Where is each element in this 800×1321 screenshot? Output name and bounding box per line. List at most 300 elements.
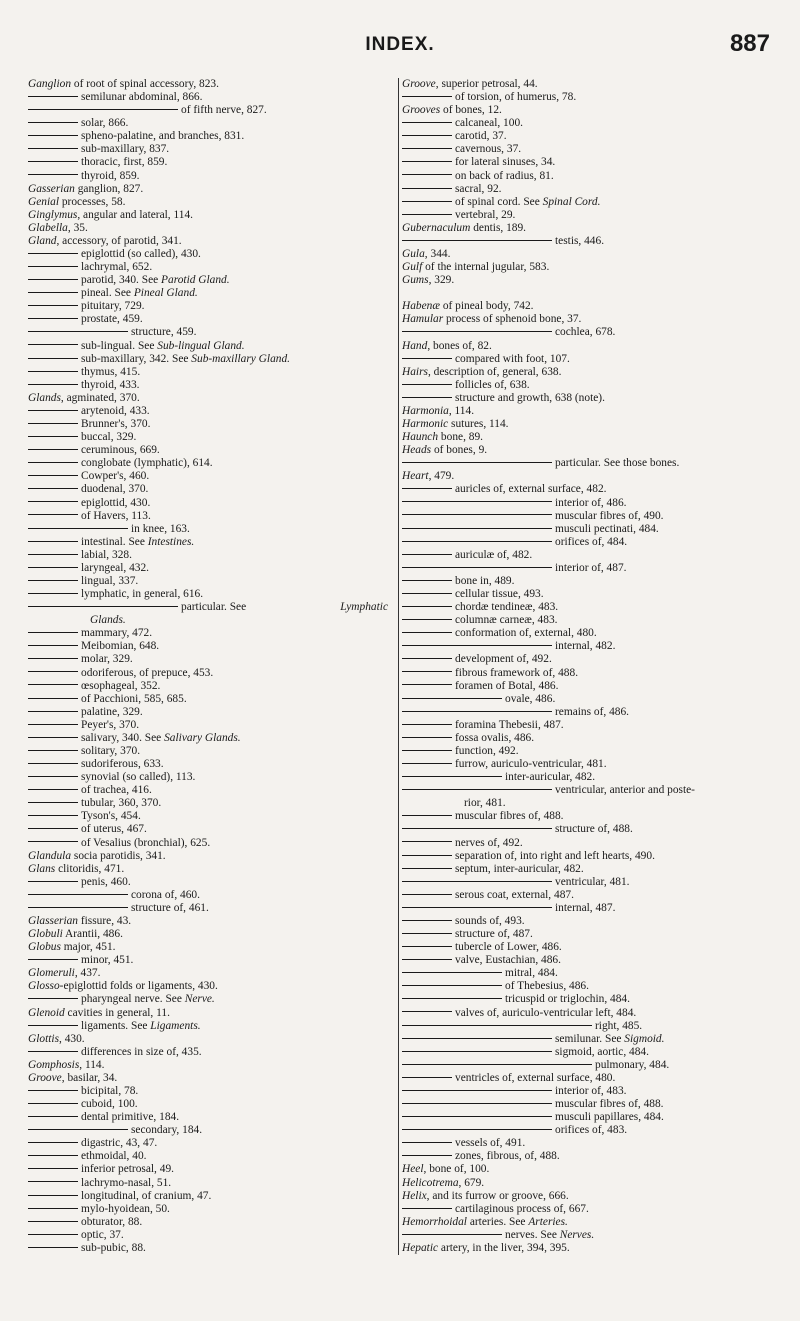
entry-text: mammary, 472.: [81, 627, 153, 640]
ditto-rule: [402, 201, 452, 202]
index-entry: [28, 993, 388, 1006]
index-entry: [28, 248, 388, 261]
entry-text: palatine, 329.: [81, 705, 143, 718]
ditto-rule: [402, 240, 552, 241]
entry-text: , 430.: [59, 1032, 85, 1045]
ditto-rule: [28, 449, 78, 450]
ditto-rule: [402, 645, 552, 646]
cross-reference: Salivary Glands.: [164, 731, 241, 744]
entry-headword: Gland: [28, 234, 57, 247]
entry-text: intestinal. See: [81, 535, 148, 548]
index-entry: [402, 823, 776, 836]
entry-text: process of sphenoid bone, 37.: [443, 313, 582, 326]
entry-text: longitudinal, of cranium, 47.: [81, 1189, 212, 1202]
index-entry: [28, 745, 388, 758]
entry-headword: Glomeruli: [28, 967, 75, 980]
index-entry: [402, 784, 776, 797]
ditto-rule: [28, 475, 78, 476]
index-entry: [402, 653, 776, 666]
ditto-rule: [28, 135, 78, 136]
entry-text: of fifth nerve, 827.: [181, 104, 267, 117]
ditto-rule: [28, 711, 78, 712]
ditto-rule: [28, 998, 78, 999]
entry-text: solar, 866.: [81, 117, 129, 130]
entry-text: furrow, auriculo-ventricular, 481.: [455, 758, 607, 771]
index-entry: [28, 902, 388, 915]
index-entry: [402, 667, 776, 680]
ditto-rule: [28, 593, 78, 594]
entry-headword: Glabella: [28, 221, 68, 234]
ditto-rule: [402, 776, 502, 777]
entry-text: cochlea, 678.: [555, 326, 616, 339]
ditto-rule: [402, 501, 552, 502]
entry-text: , agminated, 370.: [60, 391, 140, 404]
index-entry: [28, 706, 388, 719]
entry-text: optic, 37.: [81, 1228, 124, 1241]
entry-text: muscular fibres of, 490.: [555, 509, 664, 522]
index-entry: [402, 575, 776, 588]
index-entry: [402, 183, 776, 196]
entry-text: labial, 328.: [81, 548, 132, 561]
ditto-rule: [402, 946, 452, 947]
entry-text: sutures, 114.: [448, 418, 509, 431]
entry-text: ethmoidal, 40.: [81, 1150, 147, 1163]
entry-text: right, 485.: [595, 1019, 643, 1032]
ditto-rule: [28, 841, 78, 842]
entry-headword: Gulf: [402, 261, 423, 274]
ditto-rule: [28, 122, 78, 123]
entry-text: of bones, 9.: [431, 444, 488, 457]
cross-reference: Glands.: [90, 614, 126, 627]
index-entry: [402, 104, 776, 117]
ditto-rule: [402, 554, 452, 555]
ditto-rule: [28, 632, 78, 633]
entry-text: pineal. See: [81, 287, 134, 300]
index-entry: [402, 549, 776, 562]
ditto-rule: [28, 684, 78, 685]
cross-reference: Sub-maxillary Gland.: [191, 352, 291, 365]
index-entry: [402, 928, 776, 941]
ditto-rule: [402, 1051, 552, 1052]
index-entry: [402, 379, 776, 392]
cross-reference: Arteries.: [528, 1215, 568, 1228]
entry-text: structure of, 488.: [555, 823, 633, 836]
index-entry: [402, 1203, 776, 1216]
ditto-rule: [402, 815, 452, 816]
entry-text: sub-maxillary, 342. See: [81, 352, 192, 365]
entry-text: epiglottid, 430.: [81, 496, 151, 509]
entry-text: solitary, 370.: [81, 744, 141, 757]
entry-text: of root of spinal accessory, 823.: [71, 78, 219, 90]
index-entry: [402, 941, 776, 954]
entry-text: of torsion, of humerus, 78.: [455, 91, 577, 104]
ditto-rule: [402, 96, 452, 97]
ditto-rule: [28, 371, 78, 372]
index-entry: [402, 261, 776, 274]
entry-text: processes, 58.: [59, 195, 126, 208]
index-entry: [28, 837, 388, 850]
entry-text: pulmonary, 484.: [595, 1058, 670, 1071]
entry-text: epiglottid (so called), 430.: [81, 248, 201, 261]
ditto-rule: [402, 737, 452, 738]
ditto-rule: [402, 763, 452, 764]
entry-headword: Helicotrema: [402, 1176, 459, 1189]
index-entry: [28, 928, 388, 941]
entry-text: fissure, 43.: [78, 915, 132, 927]
ditto-rule: [402, 358, 452, 359]
index-entry: [28, 1229, 388, 1242]
ditto-rule: [28, 305, 78, 306]
entry-text: thoracic, first, 859.: [81, 156, 168, 169]
entry-text: fossa ovalis, 486.: [455, 731, 535, 744]
ditto-rule: [402, 135, 452, 136]
entry-text: , 329.: [428, 274, 455, 287]
index-entry: [28, 209, 388, 222]
entry-text: structure of, 461.: [131, 901, 209, 914]
entry-text: of Vesalius (bronchial), 625.: [81, 836, 211, 849]
ditto-rule: [28, 698, 78, 699]
index-entry: [402, 601, 776, 614]
entry-text: , 437.: [74, 967, 101, 980]
index-entry: [402, 170, 776, 183]
entry-text: of pineal body, 742.: [439, 300, 534, 313]
entry-text: conglobate (lymphatic), 614.: [81, 457, 213, 470]
ditto-rule: [402, 174, 452, 175]
ditto-rule: [28, 541, 78, 542]
index-entry: [28, 549, 388, 562]
entry-text: sacral, 92.: [455, 182, 502, 195]
index-entry: [402, 483, 776, 496]
index-entry: [28, 340, 388, 353]
ditto-rule: [28, 1181, 78, 1182]
index-entry: [402, 248, 776, 261]
entry-text: internal, 482.: [555, 640, 616, 653]
entry-text: penis, 460.: [81, 875, 131, 888]
index-entry: [28, 1150, 388, 1163]
ditto-rule: [402, 868, 452, 869]
entry-text: œsophageal, 352.: [81, 679, 161, 692]
entry-text: lachrymo-nasal, 51.: [81, 1176, 172, 1189]
index-entry: [402, 1124, 776, 1137]
entry-text: mylo-hyoidean, 50.: [81, 1202, 170, 1215]
index-entry: [28, 392, 388, 405]
index-entry: [402, 470, 776, 483]
entry-headword: Glosso: [28, 980, 60, 993]
entry-headword: Gula: [402, 248, 425, 261]
index-entry: [402, 130, 776, 143]
ditto-rule: [402, 1142, 452, 1143]
index-entry: [28, 863, 388, 876]
entry-text: artery, in the liver, 394, 395.: [438, 1241, 570, 1254]
index-entry: [28, 640, 388, 653]
entry-headword: Harmonic: [402, 418, 449, 431]
ditto-rule: [28, 881, 78, 882]
entry-text: sudoriferous, 633.: [81, 758, 164, 771]
ditto-rule: [28, 148, 78, 149]
entry-headword: Heads: [402, 444, 432, 457]
entry-text: odoriferous, of prepuce, 453.: [81, 666, 214, 679]
ditto-rule: [28, 645, 78, 646]
ditto-rule: [402, 724, 452, 725]
ditto-rule: [402, 998, 502, 999]
index-entry: [28, 575, 388, 588]
entry-text: prostate, 459.: [81, 313, 143, 326]
ditto-rule: [402, 1208, 452, 1209]
ditto-rule: [28, 567, 78, 568]
index-entry: [402, 1007, 776, 1020]
index-entry: [402, 980, 776, 993]
index-entry: [28, 614, 388, 627]
ditto-rule: [402, 632, 452, 633]
index-entry: [402, 405, 776, 418]
ditto-rule: [402, 959, 452, 960]
entry-text: sounds of, 493.: [455, 915, 525, 927]
ditto-rule: [402, 933, 452, 934]
index-entry: [402, 614, 776, 627]
index-entry: [402, 1033, 776, 1046]
ditto-rule: [28, 253, 78, 254]
entry-text: structure and growth, 638 (note).: [455, 391, 605, 404]
index-entry: [402, 392, 776, 405]
index-entry: [402, 78, 776, 91]
entry-text: semilunar abdominal, 866.: [81, 91, 203, 104]
index-entry: [402, 1216, 776, 1229]
ditto-rule: [402, 188, 452, 189]
ditto-rule: [28, 1195, 78, 1196]
entry-text: arytenoid, 433.: [81, 404, 150, 417]
cross-reference: Spinal Cord.: [542, 195, 601, 208]
entry-text: bone in, 489.: [455, 574, 515, 587]
entry-text: auricles of, external surface, 482.: [455, 483, 607, 496]
entry-headword: Glottis: [28, 1032, 60, 1045]
entry-text: of the internal jugular, 583.: [422, 261, 550, 274]
entry-text: secondary, 184.: [131, 1124, 203, 1137]
entry-text: laryngeal, 432.: [81, 561, 150, 574]
ditto-rule: [28, 1208, 78, 1209]
index-entry: [28, 104, 388, 117]
ditto-rule: [28, 789, 78, 790]
entry-text: sub-lingual. See: [81, 339, 158, 352]
entry-headword: Hamular: [402, 313, 444, 326]
index-entry: [28, 1111, 388, 1124]
entry-text: Peyer's, 370.: [81, 718, 140, 731]
index-entry: [402, 353, 776, 366]
ditto-rule: [402, 619, 452, 620]
entry-text: , basilar, 34.: [61, 1071, 118, 1084]
index-entry: [28, 78, 388, 91]
entry-headword: Harmonia: [402, 404, 449, 417]
ditto-rule: [28, 1155, 78, 1156]
ditto-rule: [402, 894, 452, 895]
index-entry: [28, 967, 388, 980]
index-entry: [28, 758, 388, 771]
entry-text: interior of, 483.: [555, 1085, 627, 1098]
entry-text: pituitary, 729.: [81, 300, 145, 313]
entry-headword: Groove: [402, 78, 436, 90]
index-entry: [28, 1033, 388, 1046]
index-entry: [402, 1163, 776, 1176]
entry-text: septum, inter-auricular, 482.: [455, 862, 584, 875]
index-entry: [402, 523, 776, 536]
index-entry: [28, 954, 388, 967]
entry-text: , angular and lateral, 114.: [77, 208, 194, 221]
ditto-rule: [28, 161, 78, 162]
index-entry: [28, 1216, 388, 1229]
ditto-rule: [402, 214, 452, 215]
ditto-rule: [28, 737, 78, 738]
ditto-rule: [402, 1077, 452, 1078]
index-entry: [402, 863, 776, 876]
index-entry: [402, 444, 776, 457]
entry-text: interior of, 487.: [555, 561, 627, 574]
index-entry: [402, 457, 776, 470]
entry-text: fibrous framework of, 488.: [455, 666, 579, 679]
index-entry: [402, 117, 776, 130]
entry-text: duodenal, 370.: [81, 483, 149, 496]
index-entry: [28, 497, 388, 510]
index-entry: [402, 680, 776, 693]
ditto-rule: [28, 1247, 78, 1248]
index-entry: [402, 1150, 776, 1163]
ditto-rule: [28, 828, 78, 829]
ditto-rule: [402, 1025, 592, 1026]
index-entry: [28, 810, 388, 823]
index-entry: [28, 850, 388, 863]
entry-text: minor, 451.: [81, 954, 134, 967]
entry-text: development of, 492.: [455, 653, 552, 666]
ditto-rule: [28, 658, 78, 659]
ditto-rule: [402, 828, 552, 829]
index-entry: [402, 771, 776, 784]
entry-text: spheno-palatine, and branches, 831.: [81, 130, 245, 143]
index-entry: [402, 706, 776, 719]
entry-text: molar, 329.: [81, 653, 133, 666]
entry-text: , 114.: [79, 1058, 105, 1071]
ditto-rule: [28, 488, 78, 489]
entry-headword: Genial: [28, 195, 60, 208]
entry-text: differences in size of, 435.: [81, 1045, 202, 1058]
index-entry: [28, 889, 388, 902]
ditto-rule: [28, 436, 78, 437]
entry-text: clitoridis, 471.: [55, 862, 125, 875]
index-entry: [28, 601, 388, 614]
ditto-rule: [28, 410, 78, 411]
ditto-rule: [402, 1090, 552, 1091]
entry-text: thymus, 415.: [81, 365, 141, 378]
ditto-rule: [402, 122, 452, 123]
ditto-rule: [402, 972, 502, 973]
entry-text: conformation of, external, 480.: [455, 627, 597, 640]
ditto-rule: [402, 148, 452, 149]
index-entry: [402, 287, 776, 300]
index-entry: [28, 1072, 388, 1085]
index-entry: [28, 1177, 388, 1190]
index-entry: [402, 954, 776, 967]
ditto-rule: [28, 358, 78, 359]
entry-text: of spinal cord. See: [455, 195, 543, 208]
entry-text: salivary, 340. See: [81, 731, 165, 744]
index-entry: [28, 1059, 388, 1072]
index-entry: [402, 1137, 776, 1150]
entry-text: auriculæ of, 482.: [455, 548, 533, 561]
index-entry: [402, 274, 776, 287]
entry-headword: Heel: [402, 1163, 424, 1176]
entry-headword: Hairs: [402, 365, 428, 378]
entry-text: , bone of, 100.: [423, 1163, 490, 1176]
index-entry: [28, 117, 388, 130]
entry-text: for lateral sinuses, 34.: [455, 156, 556, 169]
entry-text: separation of, into right and left hearts, 490.: [455, 849, 655, 862]
ditto-rule: [402, 514, 552, 515]
ditto-rule: [28, 580, 78, 581]
ditto-rule: [402, 750, 452, 751]
ditto-rule: [402, 1234, 502, 1235]
index-entry: [28, 313, 388, 326]
entry-text: Tyson's, 454.: [81, 810, 141, 823]
index-entry: [28, 653, 388, 666]
entry-text: ganglion, 827.: [74, 182, 144, 195]
entry-text: ovale, 486.: [505, 692, 556, 705]
entry-text: buccal, 329.: [81, 431, 137, 444]
index-entry: [402, 876, 776, 889]
index-entry: [402, 1190, 776, 1203]
index-entry: [28, 510, 388, 523]
index-entry: [28, 823, 388, 836]
entry-text: synovial (so called), 113.: [81, 771, 196, 784]
entry-text: socia parotidis, 341.: [71, 849, 166, 862]
entry-headword: Glasserian: [28, 915, 78, 927]
ditto-rule: [402, 488, 452, 489]
ditto-rule: [28, 501, 78, 502]
entry-text: carotid, 37.: [455, 130, 507, 143]
entry-text: , 35.: [67, 221, 88, 234]
index-entry: [28, 222, 388, 235]
entry-text: internal, 487.: [555, 901, 616, 914]
entry-headword: Gums: [402, 274, 429, 287]
index-entry: [28, 300, 388, 313]
index-entry: [28, 1085, 388, 1098]
ditto-rule: [28, 554, 78, 555]
cross-reference: Intestines.: [147, 535, 195, 548]
ditto-rule: [402, 985, 502, 986]
ditto-rule: [28, 750, 78, 751]
entry-text: muscular fibres of, 488.: [555, 1098, 664, 1111]
entry-text: valve, Eustachian, 486.: [455, 954, 561, 967]
ditto-rule: [28, 109, 178, 110]
index-entry: [402, 562, 776, 575]
index-entry: [28, 680, 388, 693]
index-entry: [402, 209, 776, 222]
entry-text: on back of radius, 81.: [455, 169, 554, 182]
ditto-rule: [402, 841, 452, 842]
index-entry: [28, 562, 388, 575]
index-entry: [402, 915, 776, 928]
ditto-rule: [28, 776, 78, 777]
cross-reference: Sub-lingual Gland.: [157, 339, 245, 352]
index-entry: [402, 889, 776, 902]
entry-text: particular. See those bones.: [555, 457, 680, 470]
entry-text: particular. See: [181, 601, 247, 614]
entry-text: of uterus, 467.: [81, 823, 147, 836]
index-entry: [402, 810, 776, 823]
index-entry: [28, 1242, 388, 1255]
cross-reference: Nerve.: [184, 993, 215, 1006]
entry-text: , superior petrosal, 44.: [435, 78, 538, 90]
entry-text: digastric, 43, 47.: [81, 1137, 158, 1150]
index-entry: [402, 850, 776, 863]
entry-headword: Glandula: [28, 849, 72, 862]
index-entry: [28, 719, 388, 732]
